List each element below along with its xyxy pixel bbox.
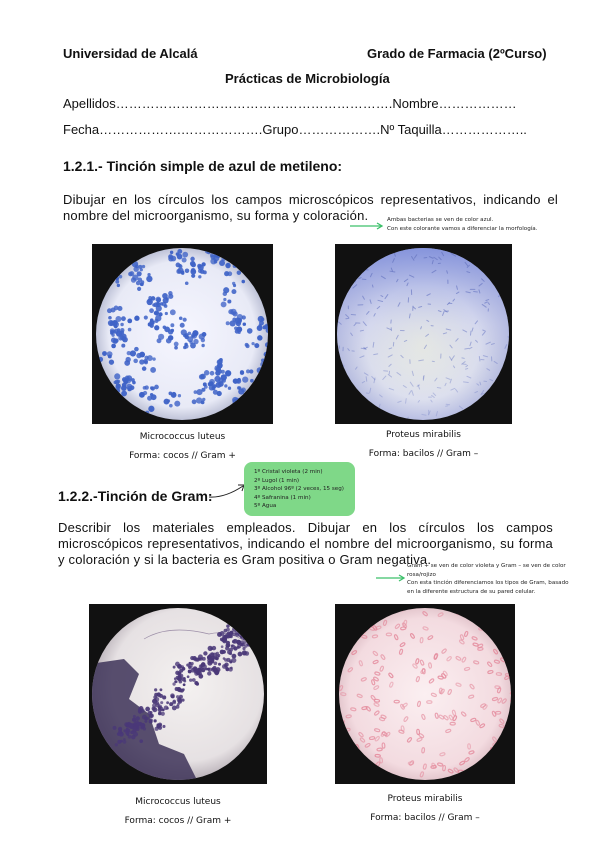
image1-organism-name: Micrococcus luteus <box>139 432 226 442</box>
annotation-line: en la diferente estructura de su pared celular. <box>407 588 536 595</box>
arrow-icon <box>376 573 408 583</box>
proteus-gram-stain-micrograph <box>335 604 515 784</box>
micrococcus-gram-stain-micrograph <box>89 604 267 784</box>
image4-form-label: Forma: bacilos // Gram – <box>370 813 480 823</box>
image3-form-label: Forma: cocos // Gram + <box>124 816 232 826</box>
image4-organism-name: Proteus mirabilis <box>387 794 463 804</box>
gram-step: 4º Safranina (1 min) <box>254 494 311 501</box>
section1-annotation <box>387 216 602 233</box>
gram-step: 2º Lugol (1 min) <box>254 477 300 484</box>
image2-form-label: Forma: bacilos // Gram – <box>368 449 479 459</box>
section1-instructions-line2: nombre del microorganismo, su forma y coloración. <box>63 208 369 223</box>
curved-arrow-icon <box>207 482 247 502</box>
image1-form-label: Forma: cocos // Gram + <box>129 451 236 461</box>
form-line-surname-name: Apellidos……………………………………………………….Nombre……………… <box>63 96 517 111</box>
section2-heading: 1.2.2.-Tinción de Gram: <box>58 488 213 504</box>
section1-instructions-line1: Dibujar en los círculos los campos microscópicos representativos, indicando el <box>63 192 558 207</box>
annotation-line: Gram + se ven de color violeta y Gram – se ven de color <box>407 563 566 569</box>
arrow-icon <box>350 221 386 231</box>
gram-step: 5º Agua <box>254 503 277 509</box>
proteus-blue-stain-micrograph <box>335 244 512 424</box>
gram-step: 1º Cristal violeta (2 min) <box>254 469 323 475</box>
section2-instructions-line3: y coloración y si la bacteria es Gram positiva o Gram negativa. <box>58 552 432 567</box>
form-line-date-group: Fecha……………….……………….Grupo……………….Nº Taquilla……………….. <box>63 122 527 137</box>
annotation-line: Con este colorante vamos a diferenciar la morfología. <box>387 225 538 232</box>
annotation-line: Con esta tinción diferenciamos los tipos de Gram, basado <box>407 580 569 586</box>
image3-organism-name: Micrococcus luteus <box>135 797 221 807</box>
section2-annotation <box>407 562 612 596</box>
page-title: Prácticas de Microbiología <box>225 71 390 86</box>
annotation-line: rosa/rojizo <box>407 571 436 578</box>
micrococcus-blue-stain-micrograph <box>92 244 273 424</box>
gram-step: 3º Alcohol 96º (2 veces, 15 seg) <box>254 486 344 492</box>
university-name: Universidad de Alcalá <box>63 46 198 61</box>
section2-instructions-line1: Describir los materiales empleados. Dibujar en los círculos los campos <box>58 520 553 535</box>
gram-steps-note <box>244 462 355 516</box>
section2-instructions-line2: microscópicos representativos, indicando el nombre del microorganismo, su forma <box>58 536 553 551</box>
annotation-line: Ambas bacterias se ven de color azul. <box>387 217 494 223</box>
image2-organism-name: Proteus mirabilis <box>386 430 461 440</box>
degree-label: Grado de Farmacia (2ºCurso) <box>367 46 547 61</box>
section1-heading: 1.2.1.- Tinción simple de azul de metileno: <box>63 158 343 174</box>
